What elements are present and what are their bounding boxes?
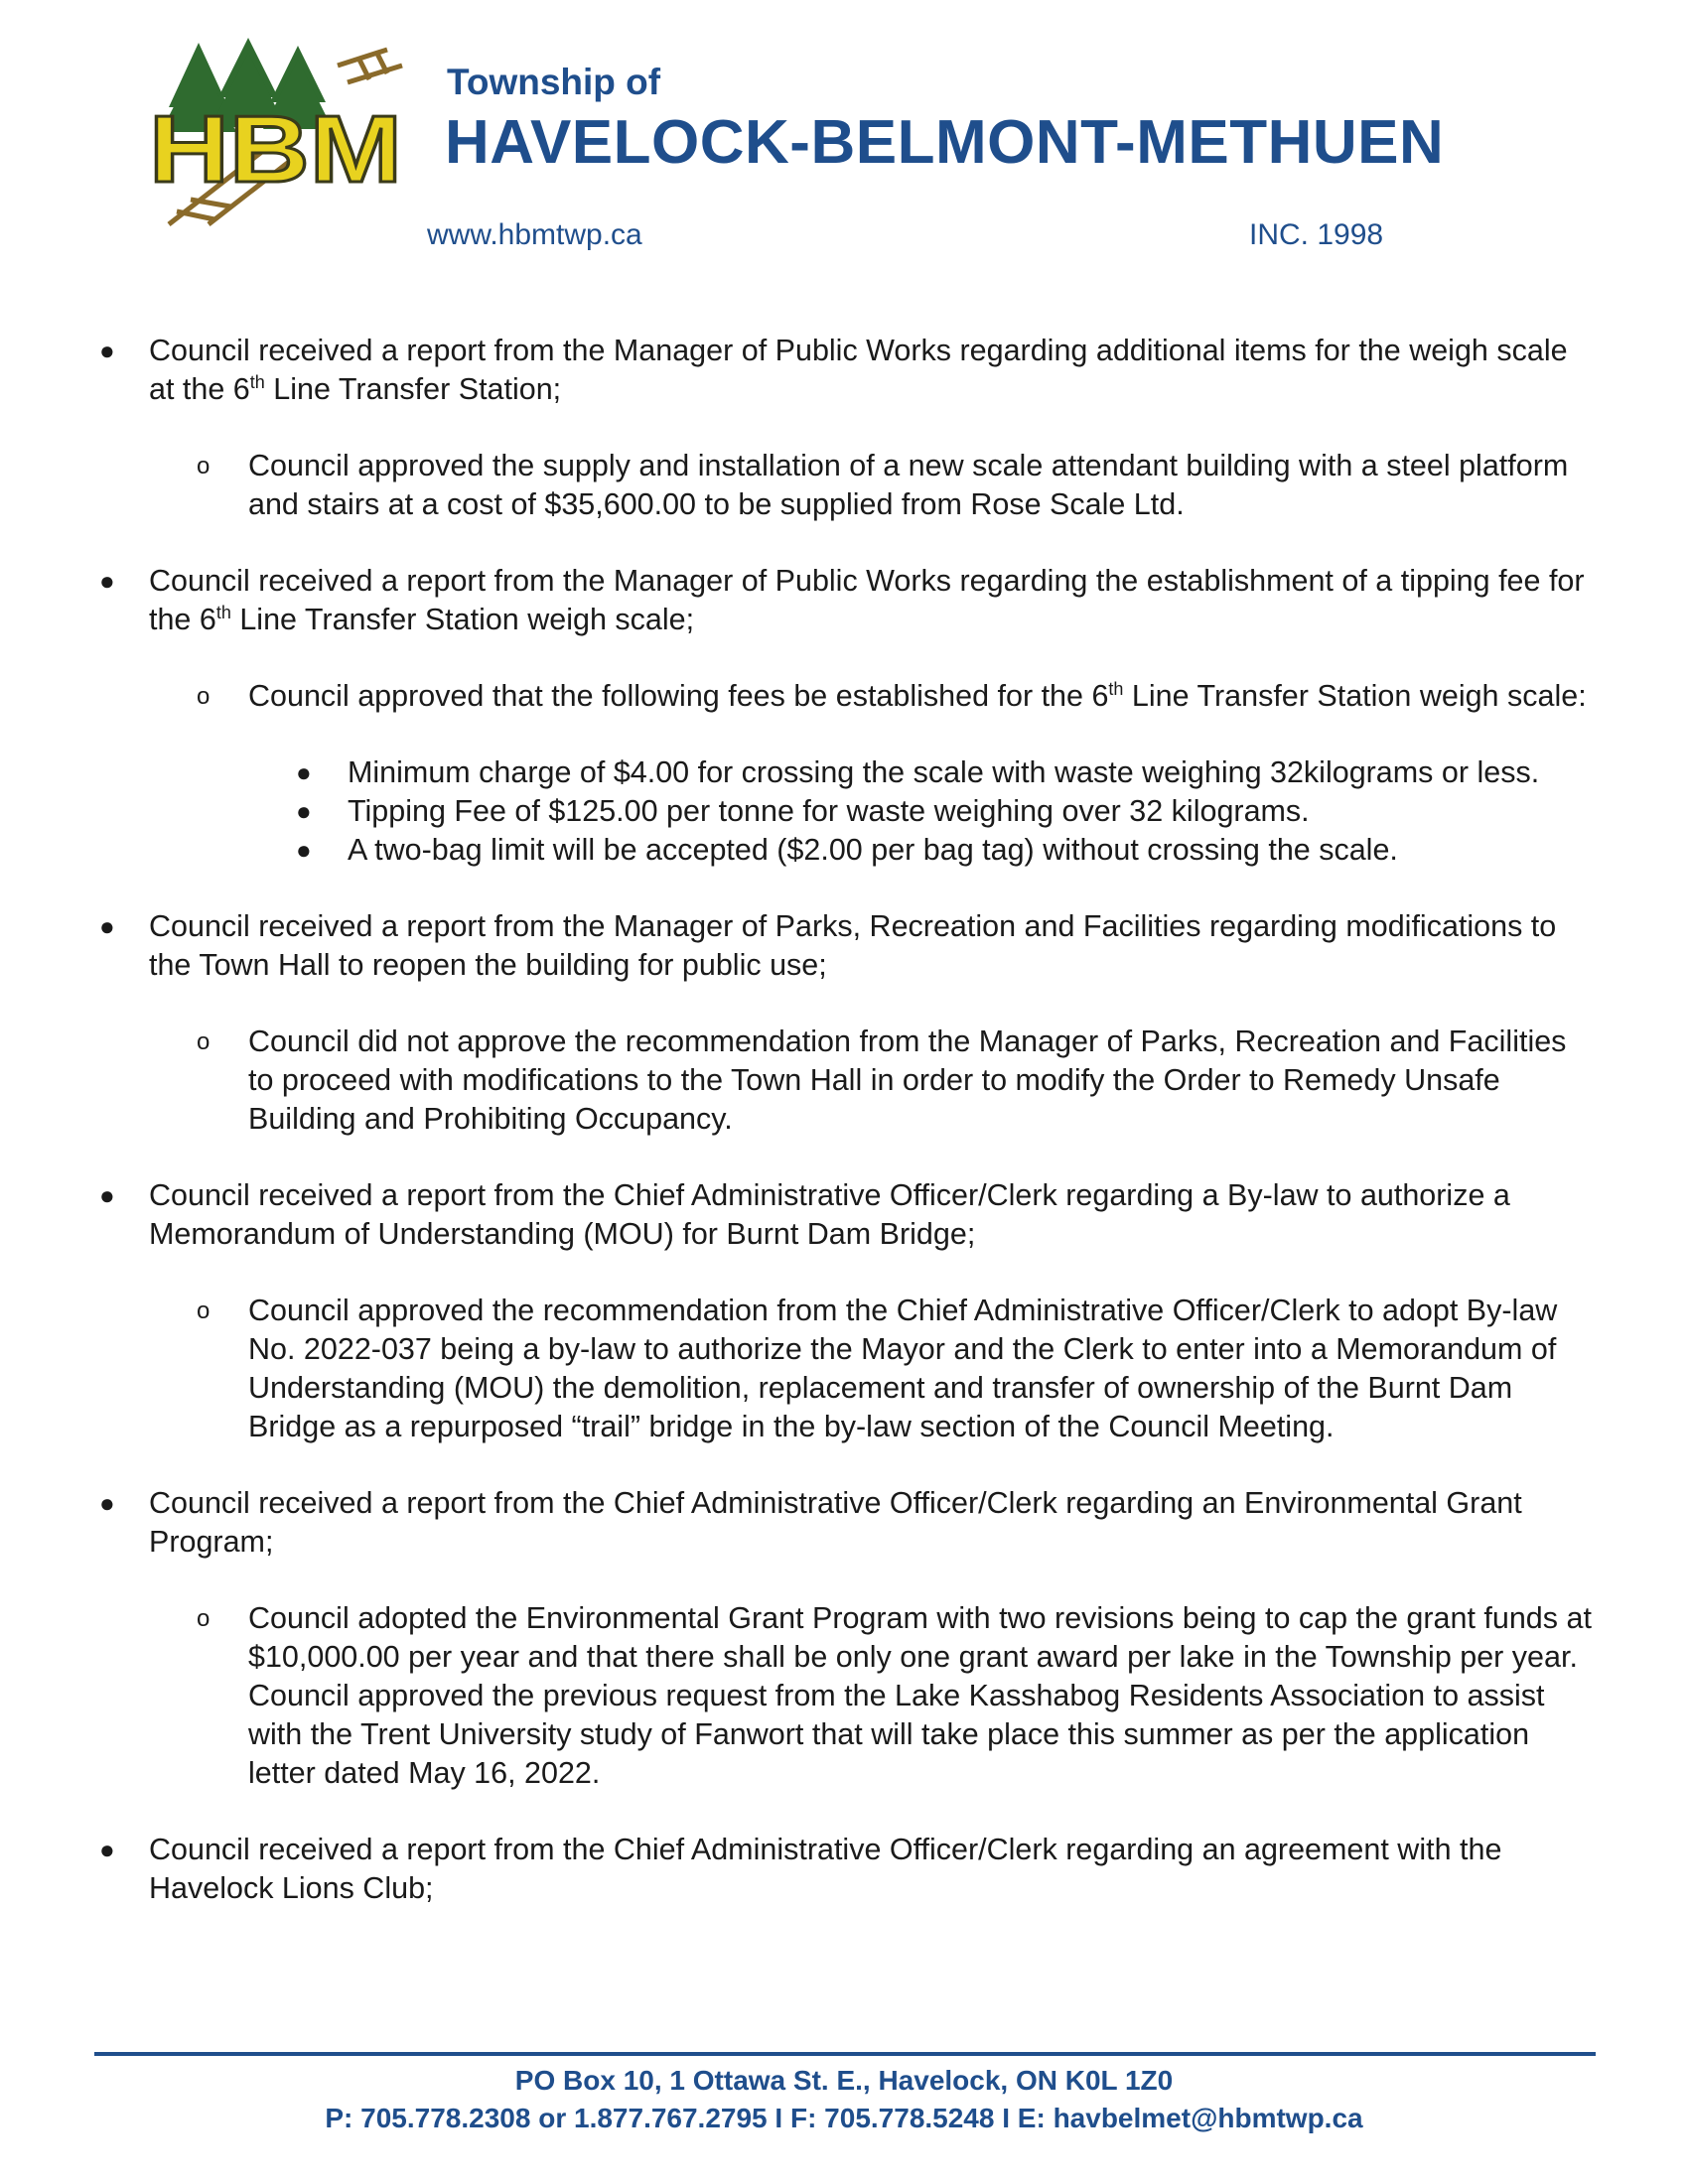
footer-contact: P: 705.778.2308 or 1.877.767.2795 I F: 705.778.5248 I E: havbelmet@hbmtwp.ca	[325, 2103, 1363, 2133]
footer-divider	[94, 2052, 1596, 2056]
bullet-dot-icon: ●	[296, 796, 312, 826]
list-item: ● Council received a report from the Manager of Public Works regarding the establishment of a tipping fee for the 6th Line Transfer Station weigh scale;	[99, 564, 1585, 636]
township-name: HAVELOCK-BELMONT-METHUEN	[445, 108, 1445, 177]
bullet-circle-icon: o	[197, 1297, 211, 1324]
logo-letters: HBM	[149, 96, 402, 203]
list-item: ● Council received a report from the Chief Administrative Officer/Clerk regarding a By-law to authorize a Memorandum of Understanding (MOU) for Burnt Dam Bridge;	[99, 1178, 1510, 1251]
bullet-dot-icon: ●	[99, 336, 115, 365]
bullet-dot-icon: ●	[296, 757, 312, 787]
sub-list-item: o Council did not approve the recommendation from the Manager of Parks, Recreation and Facilities to proceed with modifications to the Town Hall in order to modify the Order to Remedy Unsafe Building and Prohibiting Occupancy.	[197, 1024, 1567, 1136]
letterhead	[0, 0, 1688, 268]
bullet-circle-icon: o	[197, 1605, 211, 1632]
footer-address: PO Box 10, 1 Ottawa St. E., Havelock, ON K0L 1Z0	[514, 2065, 1174, 2096]
bullet-dot-icon: ●	[99, 1180, 115, 1210]
bullet-circle-icon: o	[197, 453, 211, 479]
sub-list-item: o Council approved the supply and installation of a new scale attendant building with a steel platform and stairs at a cost of $35,600.00 to be supplied from Rose Scale Ltd.	[197, 449, 1569, 521]
bullet-dot-icon: ●	[99, 911, 115, 941]
township-of-label: Township of	[447, 62, 661, 102]
bullet-circle-icon: o	[197, 683, 211, 710]
sub-list-item: o Council adopted the Environmental Grant Program with two revisions being to cap the grant funds at $10,000.00 per year and that there shall be only one grant award per lake in the Township per year. Council approved the previous request from the Lake Kasshabog Residents Association to assist with the Trent University study of Fanwort that will take place this summer as per the application letter dated May 16, 2022.	[197, 1601, 1592, 1790]
list-item: ● Council received a report from the Manager of Public Works regarding additional items for the weigh scale at the 6th Line Transfer Station;	[99, 334, 1568, 406]
sub-list-item: o Council approved that the following fees be established for the 6th Line Transfer Station weigh scale:	[95, 677, 1595, 716]
fee-item: ● Tipping Fee of $125.00 per tonne for waste weighing over 32 kilograms.	[95, 792, 1595, 831]
fee-item: ● A two-bag limit will be accepted ($2.00 per bag tag) without crossing the scale.	[95, 831, 1595, 870]
incorporation-year: INC. 1998	[1249, 218, 1384, 251]
list-item: ● Council received a report from the Chief Administrative Officer/Clerk regarding an agreement with the Havelock Lions Club;	[99, 1833, 1502, 1905]
bullet-dot-icon: ●	[99, 1488, 115, 1518]
bullet-circle-icon: o	[197, 1028, 211, 1055]
sub-list-item: o Council approved the recommendation from the Chief Administrative Officer/Clerk to adopt By-law No. 2022-037 being a by-law to authorize the Mayor and the Clerk to enter into a Memorandum of Understanding (MOU) the demolition, replacement and transfer of ownership of the Burnt Dam Bridge as a repurposed “trail” bridge in the by-law section of the Council Meeting.	[197, 1294, 1558, 1443]
website-link[interactable]: www.hbmtwp.ca	[427, 218, 642, 251]
list-item: ● Council received a report from the Chief Administrative Officer/Clerk regarding an Environmental Grant Program;	[99, 1486, 1522, 1559]
bullet-dot-icon: ●	[99, 1835, 115, 1864]
list-item: ● Council received a report from the Manager of Parks, Recreation and Facilities regarding modifications to the Town Hall to reopen the building for public use;	[99, 909, 1557, 982]
council-highlights	[95, 332, 1595, 1908]
bullet-dot-icon: ●	[296, 835, 312, 865]
fee-item: ● Minimum charge of $4.00 for crossing the scale with waste weighing 32kilograms or less.	[95, 753, 1595, 792]
bullet-dot-icon: ●	[99, 566, 115, 596]
hbm-logo	[149, 38, 407, 226]
